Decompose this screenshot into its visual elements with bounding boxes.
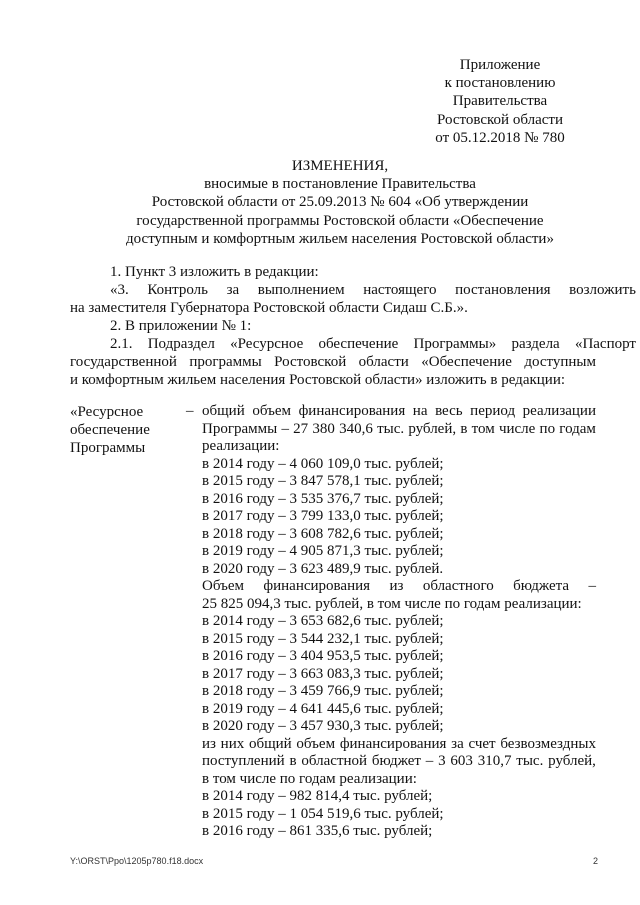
resource-line: в 2017 году – 3 663 083,3 тыс. рублей; xyxy=(202,665,444,682)
word: весь xyxy=(435,403,463,419)
word: Программы xyxy=(202,420,278,437)
word: областной xyxy=(301,753,368,769)
resource-line: в 2020 году – 3 623 489,9 тыс. рублей. xyxy=(202,560,444,577)
word: 380 xyxy=(312,420,335,437)
word: из xyxy=(202,735,216,752)
resource-line: в 2015 году – 3 847 578,1 тыс. рублей; xyxy=(202,473,444,489)
word: раздела xyxy=(511,336,560,352)
paragraph-line-justified xyxy=(70,335,636,354)
word: «3. xyxy=(110,282,129,298)
title-line: доступным и комфортным жильем населения Ростовской области» xyxy=(126,230,554,247)
resource-line xyxy=(202,736,596,753)
resource-line: в 2018 году – 3 608 782,6 тыс. рублей; xyxy=(202,525,444,542)
resource-line xyxy=(202,578,596,595)
word: тыс. xyxy=(377,420,405,437)
resource-line: в 2014 году – 3 653 682,6 тыс. рублей; xyxy=(202,613,444,629)
resource-line: в 2015 году – 3 544 232,1 тыс. рублей; xyxy=(202,630,444,647)
word: 310,7 xyxy=(477,753,512,769)
word: Объем xyxy=(202,578,244,594)
resource-line: реализации: xyxy=(202,438,280,454)
resource-line: в 2016 году – 861 335,6 тыс. рублей; xyxy=(202,823,433,839)
word: – xyxy=(588,578,596,594)
word: счет xyxy=(468,735,496,752)
word: программы xyxy=(189,354,262,370)
resource-line xyxy=(202,403,596,420)
word: финансирования xyxy=(298,403,406,419)
word: 27 xyxy=(293,420,309,437)
resource-line: в 2018 году – 3 459 766,9 тыс. рублей; xyxy=(202,683,444,699)
word: настоящего xyxy=(363,282,437,298)
word: том xyxy=(471,420,495,437)
word: объем xyxy=(252,403,291,419)
word: рублей, xyxy=(408,420,457,437)
word: Подраздел xyxy=(147,336,215,352)
word: – xyxy=(425,753,434,769)
resource-line: 25 825 094,3 тыс. рублей, в том числе по годам реализации: xyxy=(202,595,582,612)
word: на xyxy=(412,403,428,419)
appendix-block xyxy=(400,56,600,147)
word: бюджета xyxy=(513,578,570,594)
resource-label-line: обеспечение xyxy=(70,422,150,438)
word: реализации xyxy=(522,403,596,419)
word: поступлений xyxy=(202,753,285,769)
resource-line: в 2020 году – 3 457 930,3 тыс. рублей; xyxy=(202,718,444,734)
document-title xyxy=(70,157,610,248)
title-line: Ростовской области от 25.09.2013 № 604 «Об утверждении xyxy=(151,194,529,211)
word: рублей, xyxy=(548,753,596,769)
word: доступным xyxy=(524,354,596,370)
word: 603 xyxy=(450,753,473,769)
word: постановления xyxy=(455,282,551,298)
word: «Паспорт xyxy=(574,336,636,352)
resource-line: в 2019 году – 4 905 871,3 тыс. рублей; xyxy=(202,543,444,559)
appendix-line: к постановлению xyxy=(444,75,556,92)
word: финансирования xyxy=(339,735,447,752)
word: из xyxy=(389,578,404,594)
resource-line: в 2014 году – 4 060 109,0 тыс. рублей; xyxy=(202,455,444,472)
resource-line xyxy=(202,753,596,770)
resource-line: в 2017 году – 3 799 133,0 тыс. рублей; xyxy=(202,508,444,524)
word: за xyxy=(451,735,464,752)
title-line: государственной программы Ростовской области «Обеспечение xyxy=(136,212,544,229)
word: Программы» xyxy=(413,336,497,352)
word: них xyxy=(220,735,245,752)
word: обеспечение xyxy=(318,336,399,352)
word: в xyxy=(289,753,297,769)
paragraph-line: на заместителя Губернатора Ростовской области Сидаш С.Б.». xyxy=(70,300,468,316)
resource-label-line: Программы xyxy=(70,440,146,456)
word: государственной xyxy=(70,354,177,370)
appendix-line: от 05.12.2018 № 780 xyxy=(435,129,565,146)
word: период xyxy=(470,403,516,419)
word: Ростовской xyxy=(274,354,347,370)
word: по xyxy=(539,420,556,437)
word: «Ресурсное xyxy=(230,336,304,352)
word: в xyxy=(460,420,468,437)
word: безвозмездных xyxy=(500,735,596,752)
resource-line: в 2019 году – 4 641 445,6 тыс. рублей; xyxy=(202,700,444,717)
paragraph-line-justified xyxy=(70,281,636,300)
resource-line: в 2015 году – 1 054 519,6 тыс. рублей; xyxy=(202,805,444,822)
resource-line: в 2014 году – 982 814,4 тыс. рублей; xyxy=(202,788,433,804)
footer-file-path: Y:\ORST\Ppo\1205p780.f18.docx xyxy=(70,856,204,866)
resource-line: в 2016 году – 3 535 376,7 тыс. рублей; xyxy=(202,490,444,507)
word: 3 xyxy=(438,753,446,769)
appendix-line: Ростовской области xyxy=(437,111,563,128)
word: числе xyxy=(498,420,536,437)
word: «Обеспечение xyxy=(421,354,512,370)
title-heading: ИЗМЕНЕНИЯ, xyxy=(291,158,389,174)
word: тыс. xyxy=(516,753,544,769)
word: области xyxy=(358,354,409,370)
resource-label xyxy=(70,403,180,457)
word: областного xyxy=(422,578,494,594)
word: возложить xyxy=(569,282,636,298)
word: финансирования xyxy=(263,578,371,594)
word: бюджет xyxy=(371,753,421,769)
word: 2.1. xyxy=(110,336,133,352)
word: – xyxy=(281,420,289,437)
paragraph-line-justified xyxy=(70,353,596,372)
dash-separator: – xyxy=(186,403,194,419)
resource-line xyxy=(202,421,596,438)
word: за xyxy=(226,282,240,298)
paragraph-item-1: 1. Пункт 3 изложить в редакции: xyxy=(110,264,319,280)
word: годам xyxy=(559,420,596,437)
paragraph-item-2: 2. В приложении № 1: xyxy=(110,318,252,334)
title-line: вносимые в постановление Правительства xyxy=(204,176,476,193)
resource-label-line: «Ресурсное xyxy=(70,404,144,420)
word: выполнением xyxy=(257,282,345,298)
appendix-line: Правительства xyxy=(452,93,548,110)
word: Контроль xyxy=(147,282,208,298)
resource-line: в том числе по годам реализации: xyxy=(202,770,417,787)
resource-line: в 2016 году – 3 404 953,5 тыс. рублей; xyxy=(202,648,444,664)
word: общий xyxy=(202,403,245,419)
appendix-line: Приложение xyxy=(459,57,541,73)
page-number: 2 xyxy=(593,856,599,866)
word: общий xyxy=(248,735,292,752)
word: объем xyxy=(296,735,336,752)
paragraph-line: и комфортным жильем населения Ростовской области» изложить в редакции: xyxy=(70,372,566,388)
word: 340,6 xyxy=(339,420,373,437)
